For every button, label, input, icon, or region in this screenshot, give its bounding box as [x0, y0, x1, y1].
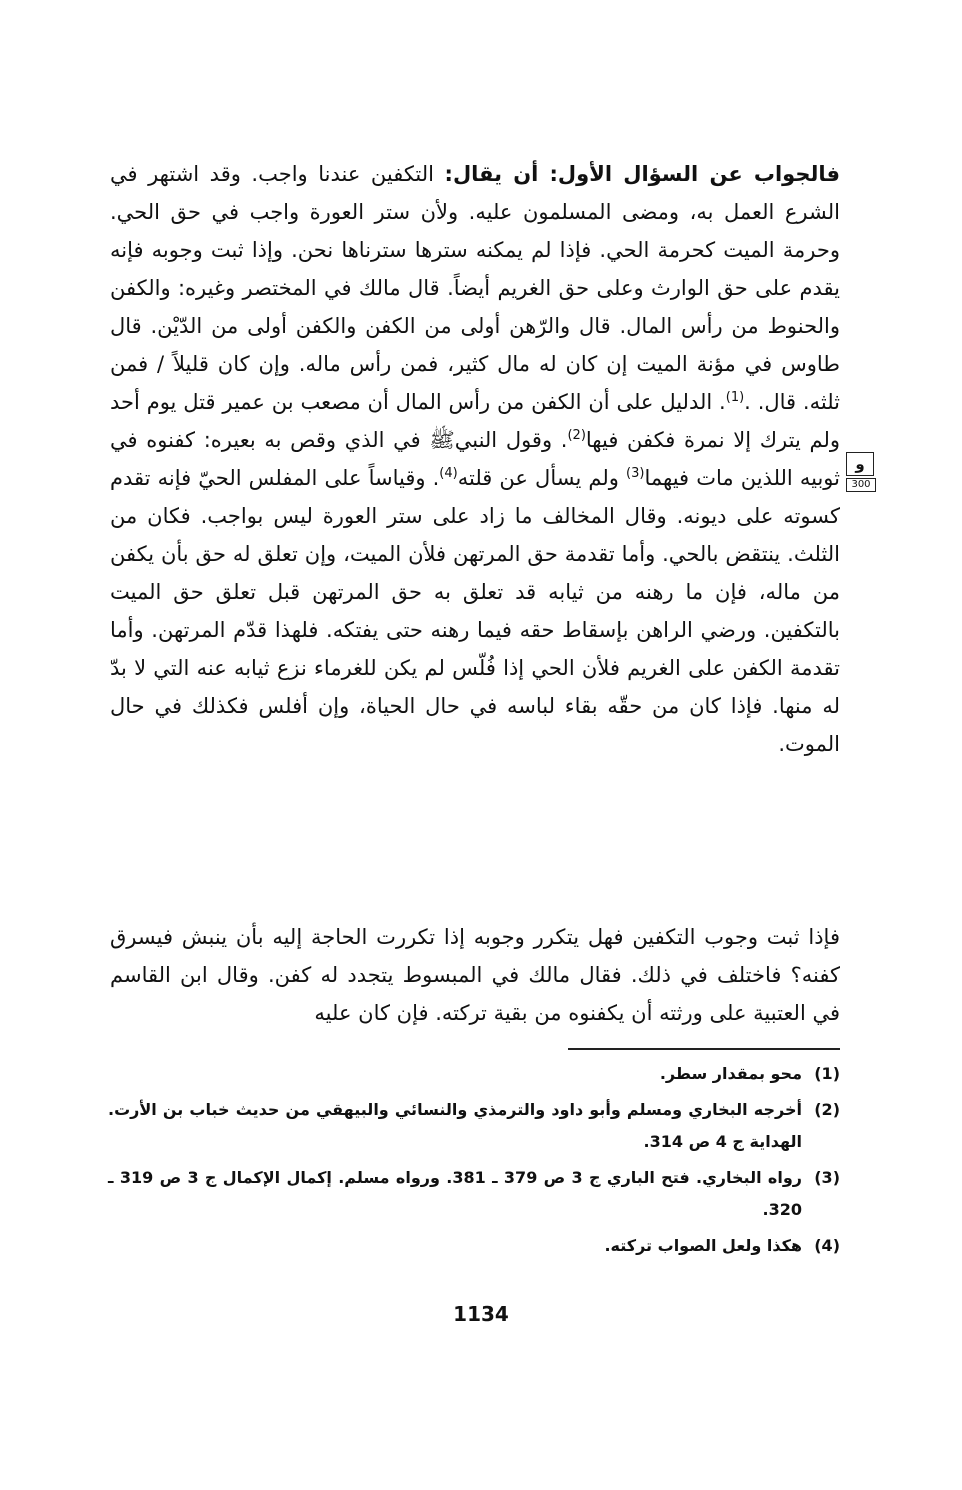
footnote-text: أخرجه البخاري ومسلم وأبو داود والترمذي والنسائي والبيهقي من حديث خباب بن الأرت. الهداية ج 4 ص 314. — [108, 1100, 802, 1151]
footnote-separator — [568, 1048, 840, 1050]
footnote-ref: (1) — [725, 390, 745, 405]
footnote-item — [108, 1162, 840, 1226]
main-paragraph-1 — [110, 155, 840, 763]
footnote-item — [108, 1094, 840, 1158]
paragraph-text: التكفين عندنا واجب. وقد اشتهر في الشرع العمل به، ومضى المسلمون عليه. ولأن ستر العورة واجب في حق الحي. وحرمة الميت كحرمة الحي. فإذا لم يمكنه سترها سترناها نحن. وإذا ثبت وجوبه فإنه يقدم على حق الوارث وعلى حق الغريم أيضاً. قال مالك في المختصر وغيره: والكفن والحنوط من رأس المال. قال والرّهن أولى من الكفن والكفن أولى من الدّيْن. قال طاوس في مؤنة الميت إن كان له مال كثير، فمن رأس ماله. وإن كان قليلاً / فمن ثلثه. قال. . — [110, 162, 840, 414]
paragraph-text: ولم يسأل عن قلته — [457, 466, 627, 490]
paragraph-text: . الدليل على أن الكفن من رأس المال أن مصعب بن عمير قتل يوم أحد ولم يترك إلا نمرة فكفن فيها — [110, 390, 840, 452]
page-number: 1134 — [453, 1302, 509, 1326]
footnote-ref: (2) — [567, 428, 586, 443]
footnote-text: هكذا ولعل الصواب تركته. — [604, 1236, 802, 1255]
footnotes-section — [108, 1058, 840, 1266]
footnote-number: (2) — [814, 1100, 840, 1119]
footnote-item — [108, 1230, 840, 1262]
footnote-number: (4) — [814, 1236, 840, 1255]
main-paragraph-2: فإذا ثبت وجوب التكفين فهل يتكرر وجوبه إذا تكررت الحاجة إليه بأن ينبش فيسرق كفنه؟ فاختلف في ذلك. فقال مالك في المبسوط يتجدد له كفن. وقال ابن القاسم في العتبية على ورثته أن يكفنوه من بقية تركته. فإن كان عليه — [110, 925, 840, 1025]
footnote-number: (3) — [814, 1168, 840, 1187]
paragraph-text: . وقياساً على المفلس الحيّ فإنه تقدم كسوته على ديونه. وقال المخالف ما زاد على ستر العورة ليس بواجب. فكان من الثلث. ينتقض بالحي. وأما تقدمة حق المرتهن فلأن الميت، وإن تعلق له حق بأن يكفن من ماله، فإن ما رهنه من ثيابه قد تعلق به حق المرتهن قبل تعلق حق الميت بالتكفين. ورضي الراهن بإسقاط حقه فيما رهنه حتى يفتكه. فلهذا قدّم المرتهن. وأما تقدمة الكفن على الغريم فلأن الحي إذا فُلّس لم يكن للغرماء نزع ثيابه عنه التي لا بدّ له منها. فإذا كان من حقّه بقاء لباسه في حال الحياة، وإن أفلس فكذلك في حال الموت. — [110, 466, 840, 756]
paragraph-lead: فالجواب عن السؤال الأول: أن يقال: — [444, 162, 840, 186]
footnote-text: رواه البخاري. فتح الباري ج 3 ص 379 ـ 381. ورواه مسلم. إكمال الإكمال ج 3 ص 319 ـ 320. — [108, 1168, 802, 1219]
manuscript-marker-letter: و — [846, 452, 874, 476]
footnote-text: محو بمقدار سطر. — [659, 1064, 802, 1083]
footnote-item — [108, 1058, 840, 1090]
paragraph-text: . وقول النبيﷺ في الذي وقص به بعيره: كفنوه في ثوبيه اللذين مات فيهما — [110, 428, 841, 490]
footnote-number: (1) — [814, 1064, 840, 1083]
manuscript-folio-number: 300 — [846, 478, 876, 492]
footnote-ref: (3) — [626, 466, 645, 481]
footnote-ref: (4) — [439, 466, 458, 481]
